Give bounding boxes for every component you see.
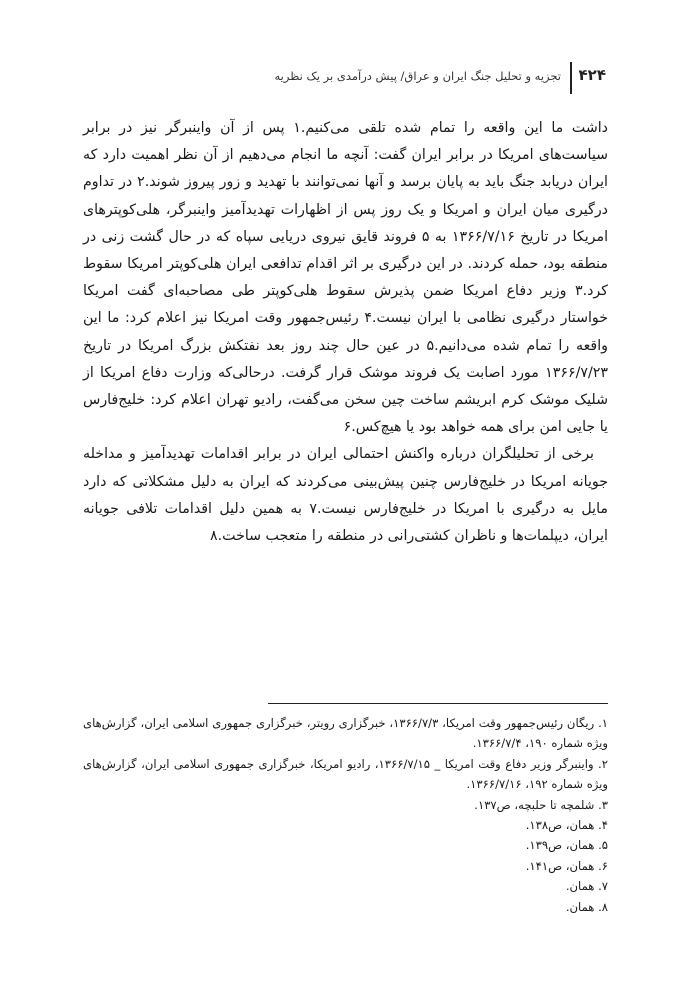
footnotes	[83, 713, 608, 917]
footnote-4: ۴. همان، ص۱۳۸.	[525, 818, 608, 833]
footnote-3: ۳. شلمچه تا حلبچه، ص۱۳۷.	[474, 797, 608, 812]
footnote-6: ۶. همان، ص۱۴۱.	[525, 858, 608, 873]
paragraph-1: داشت ما این واقعه را تمام شده تلقی می‌کنیم.۱ پس از آن واینبرگر نیز در برابر سیاست‌های امریکا در برابر ایران گفت: آنچه ما انجام می‌دهیم از آن نظر اهمیت دارد که ایران دریابد جنگ باید به پایان برسد و آنها نمی‌توانند با تهدید و زور پیروز شوند.۲ در تداوم درگیری میان ایران و امریکا و یک روز پس از اظهارات تهدیدآمیز واینبرگر، هلی‌کوپترهای امریکا در تاریخ ۱۳۶۶/۷/۱۶ به ۵ فروند قایق نیروی دریایی سپاه که در حال گشت زنی در منطقه بود، حمله کردند. در این درگیری بر اثر اقدام تدافعی ایران هلی‌کوپتر امریکا سقوط کرد.۳ وزیر دفاع امریکا ضمن پذیرش سقوط هلی‌کوپتر طی مصاحبه‌ای گفت امریکا خواستار درگیری نظامی با ایران نیست.۴ رئیس‌جمهور وقت امریکا نیز اعلام کرد: ما این واقعه را تمام شده می‌دانیم.۵ در عین حال چند روز بعد نفتکش بزرگ امریکا در تاریخ ۱۳۶۶/۷/۲۳ مورد اصابت یک فروند موشک قرار گرفت. درحالی‌که وزارت دفاع امریکا از شلیک موشک کرم ابریشم ساخت چین سخن می‌گفت، رادیو تهران اعلام کرد: خلیج‌فارس یا جایی امن برای همه خواهد بود یا هیچ‌کس.۶	[83, 120, 609, 436]
running-header	[230, 62, 606, 96]
footnote-5: ۵. همان، ص۱۳۹.	[525, 838, 608, 853]
footnote-2: ۲. واینبرگر وزیر دفاع وقت امریکا _ ۱۳۶۶/۷/۱۵، رادیو امریکا، خبرگزاری جمهوری اسلامی ایران، گزارش‌های ویژه شماره ۱۹۲، ۱۳۶۶/۷/۱۶.	[83, 756, 608, 792]
footnote-7: ۷. همان.	[565, 879, 608, 894]
main-text	[83, 115, 608, 550]
page-number: ۴۲۴	[578, 66, 606, 84]
paragraph-2: برخی از تحلیلگران درباره واکنش احتمالی ایران در برابر اقدامات تهدیدآمیز و مداخله جویانه امریکا در خلیج‌فارس چنین پیش‌بینی می‌کردند که ایران به دلیل مشکلاتی که دارد مایل به درگیری با امریکا در خلیج‌فارس نیست.۷ به همین دلیل اقدامات تلافی جویانه ایران، دیپلمات‌ها و ناظران کشتی‌رانی در منطقه را متعجب ساخت.۸	[83, 446, 608, 545]
header-divider	[570, 62, 572, 94]
footnote-8: ۸. همان.	[565, 899, 608, 914]
footnote-1: ۱. ریگان رئیس‌جمهور وقت امریکا، ۱۳۶۶/۷/۳، خبرگزاری رویتر، خبرگزاری جمهوری اسلامی ایران، گزارش‌های ویژه شماره ۱۹۰، ۱۳۶۶/۷/۴.	[83, 716, 608, 751]
running-title: تجزیه و تحلیل جنگ ایران و عراق/ پیش درآمدی بر یک نظریه	[274, 69, 561, 83]
footnote-separator	[268, 703, 608, 704]
